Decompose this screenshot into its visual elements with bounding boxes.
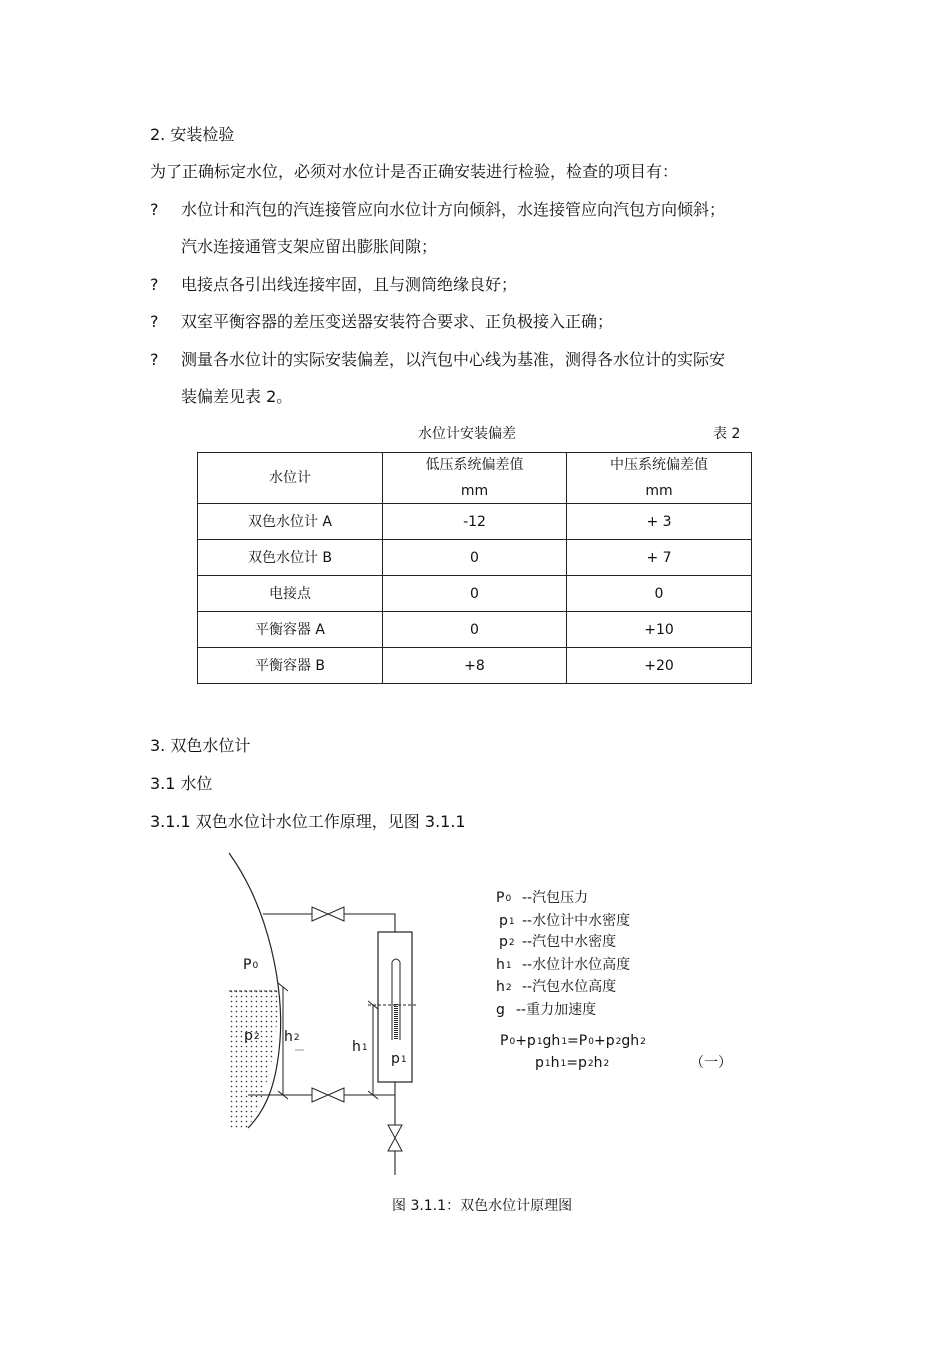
bullet-4-line-1: 测量各水位计的实际安装偏差，以汽包中心线为基准，测得各水位计的实际安 xyxy=(181,350,726,369)
cell-mid: + 3 xyxy=(567,504,752,540)
drum-water-region xyxy=(229,991,279,1128)
equation-2: $p_1h_1=p_2h_2$ xyxy=(535,1055,610,1071)
section-3-1-1-heading: 3.1.1 双色水位计水位工作原理，见图 3.1.1 xyxy=(150,812,466,831)
bullet-4-line-2: 装偏差见表 2。 xyxy=(181,387,293,406)
cell-name: 平衡容器 B xyxy=(198,648,383,684)
cell-low: +8 xyxy=(383,648,567,684)
cell-name: 平衡容器 A xyxy=(198,612,383,648)
label-p0: $P_0$ xyxy=(243,957,259,973)
drain-valve-icon xyxy=(388,1125,402,1151)
header-unit: mm xyxy=(645,483,673,499)
table-label: 表 2 xyxy=(713,426,741,442)
cell-mid: 0 xyxy=(567,576,752,612)
section-2-intro: 为了正确标定水位，必须对水位计是否正确安装进行检验，检查的项目有： xyxy=(150,162,679,181)
bullet-glyph: ? xyxy=(150,275,159,294)
bullet-glyph: ? xyxy=(150,312,159,331)
legend-item: $p_1$ --水位计中水密度 xyxy=(499,913,631,929)
table-caption: 水位计安装偏差 xyxy=(418,426,516,442)
bullet-glyph: ? xyxy=(150,350,159,369)
header-line: 低压系统偏差值 xyxy=(425,457,524,473)
header-cell: 水位计 xyxy=(198,453,383,504)
cell-mid: +20 xyxy=(567,648,752,684)
cell-low: 0 xyxy=(383,576,567,612)
legend-item: g --重力加速度 xyxy=(496,1002,597,1018)
cell-name: 双色水位计 A xyxy=(198,504,383,540)
cell-low: 0 xyxy=(383,540,567,576)
top-valve-icon xyxy=(312,907,344,921)
label-h1: $h_1$ xyxy=(352,1039,368,1055)
legend-item: $h_2$ --汽包水位高度 xyxy=(496,979,617,995)
cell-low: -12 xyxy=(383,504,567,540)
bullet-2-line-1: 电接点各引出线连接牢固，且与测筒绝缘良好； xyxy=(181,275,518,294)
bottom-valve-icon xyxy=(312,1088,344,1102)
header-unit: mm xyxy=(460,483,489,499)
legend-item: $P_0$ --汽包压力 xyxy=(496,890,589,906)
legend-item: $p_2$ --汽包中水密度 xyxy=(499,934,617,950)
bullet-1-line-1: 水位计和汽包的汽连接管应向水位计方向倾斜，水连接管应向汽包方向倾斜； xyxy=(181,200,726,219)
section-2-heading: 2. 安装检验 xyxy=(150,125,235,144)
cell-low: 0 xyxy=(383,612,567,648)
label-h2: $h_2$ xyxy=(284,1029,300,1045)
cell-mid: + 7 xyxy=(567,540,752,576)
equation-number: （一） xyxy=(690,1055,732,1071)
figure-caption: 图 3.1.1：双色水位计原理图 xyxy=(392,1198,573,1214)
bullet-glyph: ? xyxy=(150,200,159,219)
cell-name: 电接点 xyxy=(198,576,383,612)
equation-1: $P_0+p_1gh_1=P_0+p_2gh_2$ xyxy=(500,1033,646,1049)
cell-mid: +10 xyxy=(567,612,752,648)
legend-item: $h_1$ --水位计水位高度 xyxy=(496,957,631,973)
bullet-1-line-2: 汽水连接通管支架应留出膨胀间隙； xyxy=(181,237,438,256)
section-3-heading: 3. 双色水位计 xyxy=(150,736,251,755)
label-rho1: $p_1$ xyxy=(391,1051,407,1067)
section-3-1-heading: 3.1 水位 xyxy=(150,774,213,793)
cell-name: 双色水位计 B xyxy=(198,540,383,576)
bullet-3-line-1: 双室平衡容器的差压变送器安装符合要求、正负极接入正确； xyxy=(181,312,614,331)
header-line: 中压系统偏差值 xyxy=(610,457,708,473)
label-rho2: $p_2$ xyxy=(244,1028,260,1044)
